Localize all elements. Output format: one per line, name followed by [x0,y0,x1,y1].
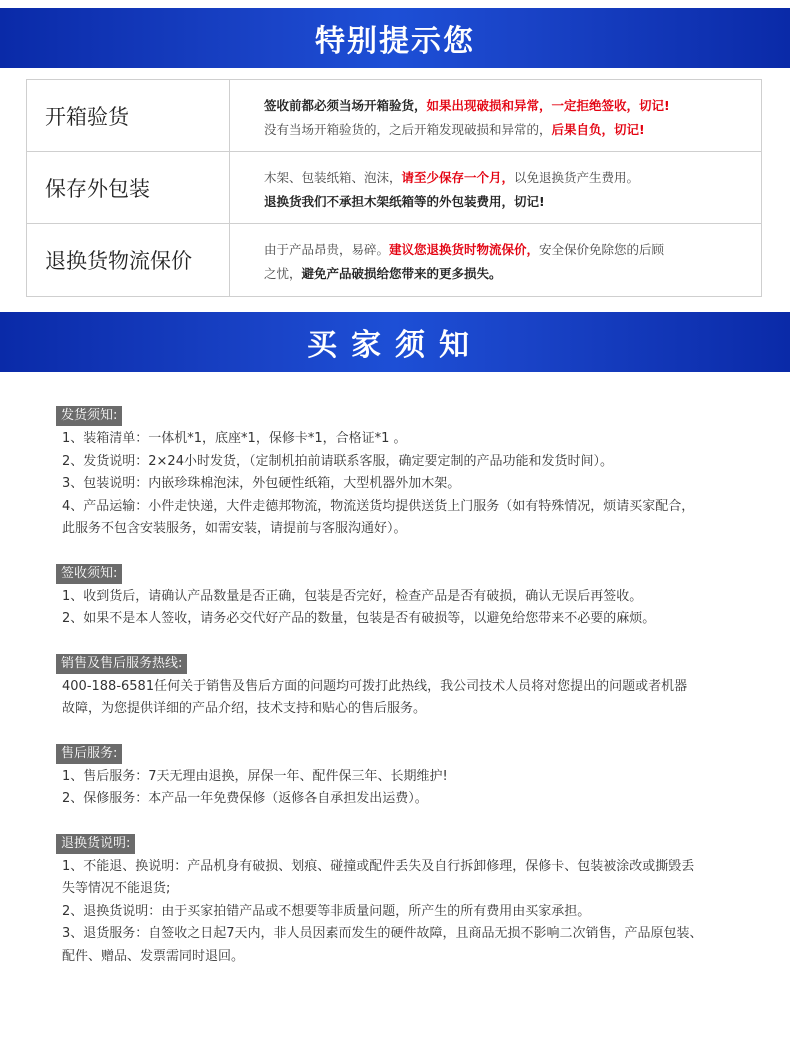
notice-section [56,742,766,811]
section-line: 1、售后服务：7天无理由退换，屏保一年、配件保三年、长期维护! [62,768,448,784]
notice-text-part: 以免退换货产生费用。 [514,170,640,185]
banner-title: 买家须知 [307,328,483,363]
section-tag: 销售及售后服务热线: [56,654,187,674]
notice-text [230,224,761,296]
notice-label: 开箱验货 [27,80,230,151]
banner-buyer-notice [0,312,790,372]
section-line: 2、退换货说明：由于买家拍错产品或不想要等非质量问题，所产生的所有费用由买家承担。 [62,903,591,919]
section-line: 400-188-6581任何关于销售及售后方面的问题均可拨打此热线，我公司技术人员将对您提出的问题或者机器 [62,678,688,694]
notice-label: 退换货物流保价 [27,224,230,296]
section-line: 4、产品运输：小件走快递，大件走德邦物流，物流送货均提供送货上门服务（如有特殊情况，烦请买家配合， [62,498,695,514]
notice-text-part: 之忧， [264,266,302,281]
section-line: 此服务不包含安装服务，如需安装，请提前与客服沟通好）。 [62,521,407,536]
section-tag: 发货须知: [56,406,122,426]
section-line: 1、不能退、换说明：产品机身有破损、划痕、碰撞或配件丢失及自行拆卸修理，保修卡、包装被涂改或撕毁丢 [62,858,695,874]
section-line: 2、发货说明：2×24小时发货，（定制机拍前请联系客服，确定要定制的产品功能和发货时间）。 [62,453,613,469]
notice-text-part: 签收前都必须当场开箱验货， [264,98,427,113]
notice-section [56,652,766,721]
notice-row-packaging [27,152,761,224]
buyer-notice-sections [56,404,766,989]
section-line: 2、如果不是本人签收，请务必交代好产品的数量，包装是否有破损等，以避免给您带来不必要的麻烦。 [62,611,656,626]
notice-warning: 请至少保存一个月， [401,170,515,185]
section-tag: 售后服务: [56,744,122,764]
notice-section [56,404,766,541]
notice-text [230,152,761,223]
notice-text-part: 安全保价免除您的后顾 [539,242,665,257]
section-line: 3、退货服务：自签收之日起7天内，非人员因素而发生的硬件故障，且商品无损不影响二次销售，产品原包装、 [62,926,703,941]
section-line: 配件、赠品、发票需同时退回。 [62,948,245,964]
notice-table [26,79,762,297]
section-line: 2、保修服务：本产品一年免费保修（返修各自承担发出运费）。 [62,791,428,806]
notice-text-part: 没有当场开箱验货的，之后开箱发现破损和异常的， [264,122,552,137]
section-line: 1、装箱清单：一体机*1，底座*1，保修卡*1，合格证*1 。 [62,431,407,446]
notice-text [230,80,761,151]
notice-row-insurance [27,224,761,296]
section-line: 失等情况不能退货; [62,881,171,896]
notice-section [56,832,766,969]
banner-title: 特别提示您 [315,24,475,59]
section-line: 1、收到货后，请确认产品数量是否正确，包装是否完好，检查产品是否有破损，确认无误后再签收。 [62,588,643,604]
section-tag: 退换货说明: [56,834,135,854]
notice-warning: 如果出现破损和异常，一定拒绝签收，切记! [426,98,670,113]
notice-text-part: 避免产品破损给您带来的更多损失。 [301,266,502,281]
notice-section [56,562,766,631]
notice-warning: 后果自负，切记! [551,122,645,137]
section-tag: 签收须知: [56,564,122,584]
banner-special-notice [0,8,790,68]
notice-label: 保存外包装 [27,152,230,223]
section-line: 故障，为您提供详细的产品介绍，技术支持和贴心的售后服务。 [62,701,427,716]
notice-text-part: 退换货我们不承担木架纸箱等的外包装费用，切记! [264,194,545,209]
notice-warning: 建议您退换货时物流保价， [389,242,540,257]
notice-row-unboxing [27,80,761,152]
notice-text-part: 由于产品昂贵，易碎。 [264,242,390,257]
section-line: 3、包装说明：内嵌珍珠棉泡沫，外包硬性纸箱，大型机器外加木架。 [62,476,461,491]
notice-text-part: 木架、包装纸箱、泡沫， [264,170,402,185]
